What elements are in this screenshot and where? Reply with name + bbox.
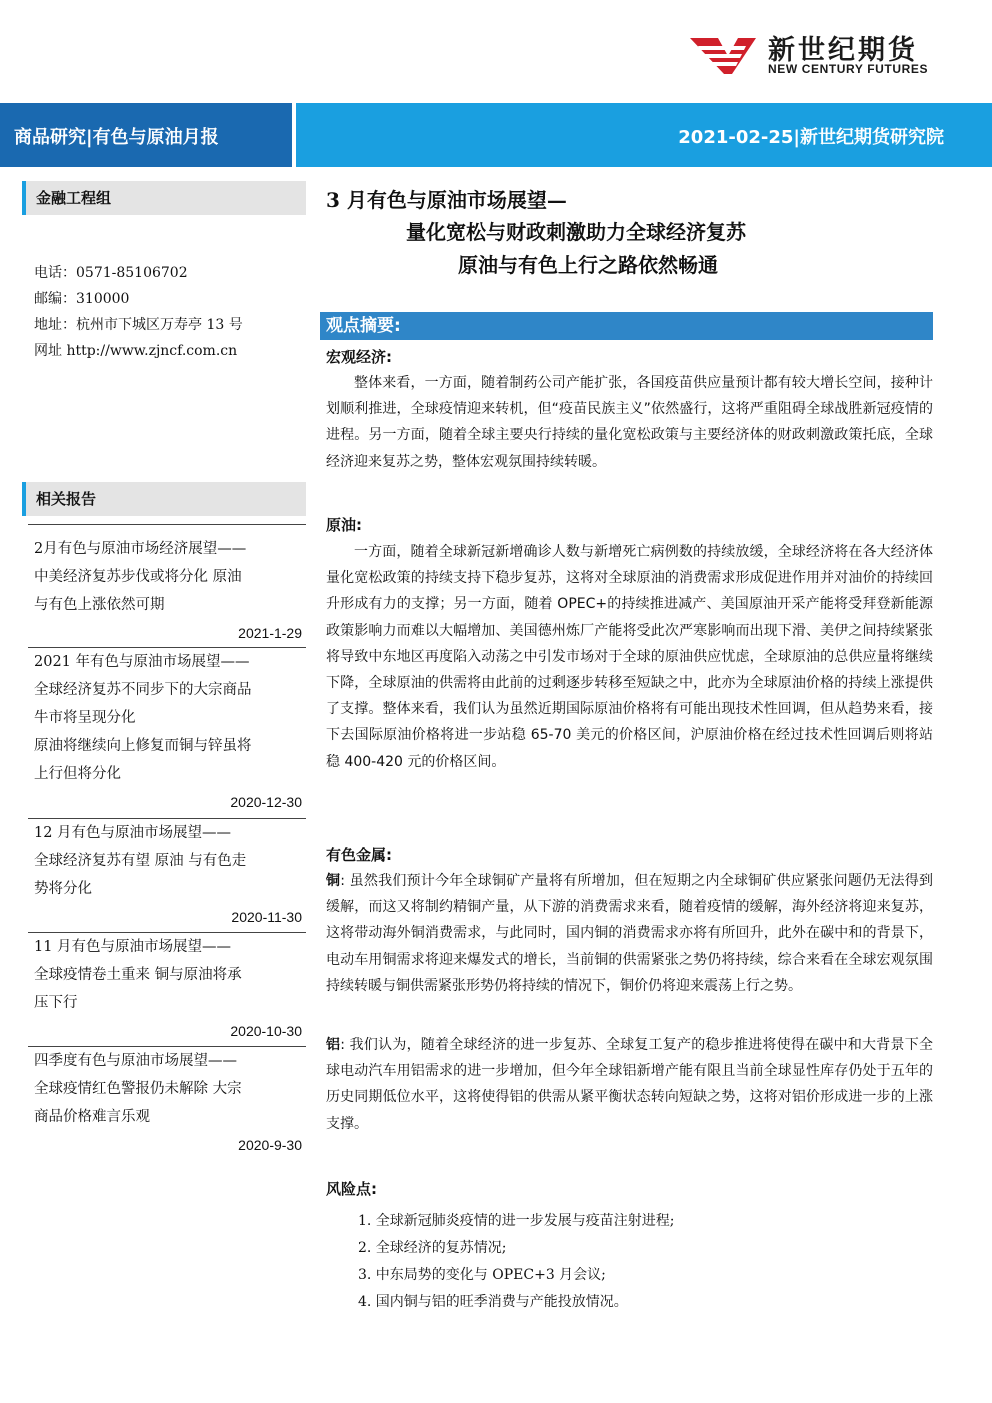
aluminum-text: : 我们认为，随着全球经济的进一步复苏、全球复工复产的稳步推进将使得在碳中和大背景下全球电动汽车用铝需求的进一步增加，但今年全球铝新增产能有限且当前全球显性库存仍处于五年的历史同期低位水平，这将使得铝的供需从紧平衡状态转向短缺之势，这将对铝价形成进一步的上涨支撑。 — [326, 1037, 933, 1132]
logo-name-cn: 新世纪期货 — [768, 35, 918, 66]
aluminum-paragraph — [326, 1032, 933, 1137]
macro-paragraph: 整体来看，一方面，随着制药公司产能扩张，各国疫苗供应量预计都有较大增长空间，接种计划顺利推进，全球疫情迎来转机，但“疫苗民族主义”依然盛行，这将严重阻碍全球战胜新冠疫情的进程。另一方面，随着全球主要央行持续的量化宽松政策与主要经济体的财政刺激政策托底，全球经济迎来复苏之势，整体宏观氛围持续转暖。 — [326, 375, 933, 470]
contact-phone: 电话：0571-85106702 — [34, 265, 188, 281]
report-title-line: 牛市将呈现分化 — [34, 710, 136, 726]
report-title-line: 12 月有色与原油市场展望—— — [34, 825, 232, 841]
related-reports-title: 相关报告 — [22, 482, 306, 516]
related-report[interactable] — [34, 1047, 302, 1159]
report-date: 2020-12-30 — [230, 794, 302, 810]
copper-label: 铜 — [326, 873, 341, 889]
report-title-line: 商品价格难言乐观 — [34, 1109, 150, 1125]
risk-item: 3. 中东局势的变化与 OPEC+3 月会议; — [358, 1267, 606, 1283]
related-report[interactable] — [34, 933, 302, 1045]
risk-item: 1. 全球新冠肺炎疫情的进一步发展与疫苗注射进程; — [358, 1213, 675, 1229]
report-date: 2020-9-30 — [238, 1137, 302, 1153]
report-title-line: 11 月有色与原油市场展望—— — [34, 939, 232, 955]
report-title-line1: 3 月有色与原油市场展望— — [326, 188, 567, 212]
report-title-line: 四季度有色与原油市场展望—— — [34, 1053, 237, 1069]
oil-heading: 原油: — [326, 516, 362, 534]
contact-address: 地址：杭州市下城区万寿亭 13 号 — [34, 317, 243, 333]
related-report[interactable] — [34, 535, 302, 647]
copper-text: : 虽然我们预计今年全球铜矿产量将有所增加，但在短期之内全球铜矿供应紧张问题仍无法得到缓解，而这又将制约精铜产量，从下游的消费需求来看，随着疫情的缓解，海外经济将迎来复苏，这将带动海外铜消费需求，与此同时，国内铜的消费需求亦将有所回升，此外在碳中和的背景下，电动车用铜需求将迎来爆发式的增长，当前铜的供需紧张之势仍将持续，综合来看在全球宏观氛围持续转暖与铜供需紧张形势仍将持续的情况下，铜价仍将迎来震荡上行之势。 — [326, 873, 933, 994]
report-date: 2020-10-30 — [230, 1023, 302, 1039]
report-category: 商品研究|有色与原油月报 — [14, 127, 219, 148]
oil-paragraph: 一方面，随着全球新冠新增确诊人数与新增死亡病例数的持续放缓，全球经济将在各大经济体量化宽松政策的持续支持下稳步复苏，这将对全球原油的消费需求形成促进作用并对油价的持续回升形成有力的支撑；另一方面，随着 OPEC+的持续推进减产、美国原油开采产能将受拜登新能源政策影响力而难以大幅增加、美国德州炼厂产能将受此次严寒影响而出现下滑、美伊之间持续紧张将导致中东地区再度陷入动荡之中引发市场对于全球的原油供应忧虑，全球原油的总供应量将继续下降，全球原油的供需将由此前的过剩逐步转移至短缺之中，此亦为全球原油价格的持续上涨提供了支撑。整体来看，我们认为虽然近期国际原油价格将有可能出现技术性回调，但从趋势来看，接下去国际原油价格将进一步站稳 65-70 美元的价格区间，沪原油价格在经过技术性回调后则将站稳 400-420 元的价格区间。 — [326, 544, 933, 770]
report-date: 2020-11-30 — [231, 909, 302, 925]
report-title-line3: 原油与有色上行之路依然畅通 — [458, 253, 718, 277]
report-title-line: 上行但将分化 — [34, 766, 121, 782]
aluminum-label: 铝 — [326, 1037, 341, 1053]
report-date-source: 2021-02-25|新世纪期货研究院 — [678, 127, 944, 148]
report-title-line: 原油将继续向上修复而铜与锌虽将 — [34, 738, 252, 754]
header-left-block — [0, 103, 292, 167]
report-title-line: 全球疫情红色警报仍未解除 大宗 — [34, 1081, 242, 1097]
macro-heading: 宏观经济: — [326, 348, 392, 366]
related-report[interactable] — [34, 648, 302, 816]
report-date: 2021-1-29 — [238, 625, 302, 641]
divider — [28, 524, 306, 525]
logo-name-en: NEW CENTURY FUTURES — [768, 62, 929, 76]
metals-heading: 有色金属: — [326, 846, 392, 864]
report-title-line: 2021 年有色与原油市场展望—— — [34, 654, 250, 670]
risk-heading: 风险点: — [326, 1180, 377, 1198]
header-band — [0, 103, 992, 167]
report-title-line2: 量化宽松与财政刺激助力全球经济复苏 — [406, 220, 746, 244]
company-logo — [684, 26, 980, 84]
report-title-line: 中美经济复苏步伐或将分化 原油 — [34, 569, 242, 585]
related-report[interactable] — [34, 819, 302, 931]
header-right-block — [296, 103, 992, 167]
report-title-line: 与有色上涨依然可期 — [34, 597, 165, 613]
report-title-line: 压下行 — [34, 995, 78, 1011]
report-title-line: 全球经济复苏有望 原油 与有色走 — [34, 853, 247, 869]
summary-heading: 观点摘要: — [320, 312, 933, 340]
report-title-line: 势将分化 — [34, 881, 92, 897]
risk-item: 2. 全球经济的复苏情况; — [358, 1240, 507, 1256]
report-title-line: 全球经济复苏不同步下的大宗商品 — [34, 682, 252, 698]
report-title-line: 2月有色与原油市场经济展望—— — [34, 541, 247, 557]
contact-postcode: 邮编：310000 — [34, 291, 130, 307]
group-title: 金融工程组 — [22, 181, 306, 215]
risk-item: 4. 国内铜与铝的旺季消费与产能投放情况。 — [358, 1294, 628, 1310]
contact-website[interactable]: 网址 http://www.zjncf.com.cn — [34, 343, 238, 359]
logo-mark-icon — [688, 34, 758, 76]
report-title-line: 全球疫情卷土重来 铜与原油将承 — [34, 967, 242, 983]
copper-paragraph — [326, 868, 933, 999]
